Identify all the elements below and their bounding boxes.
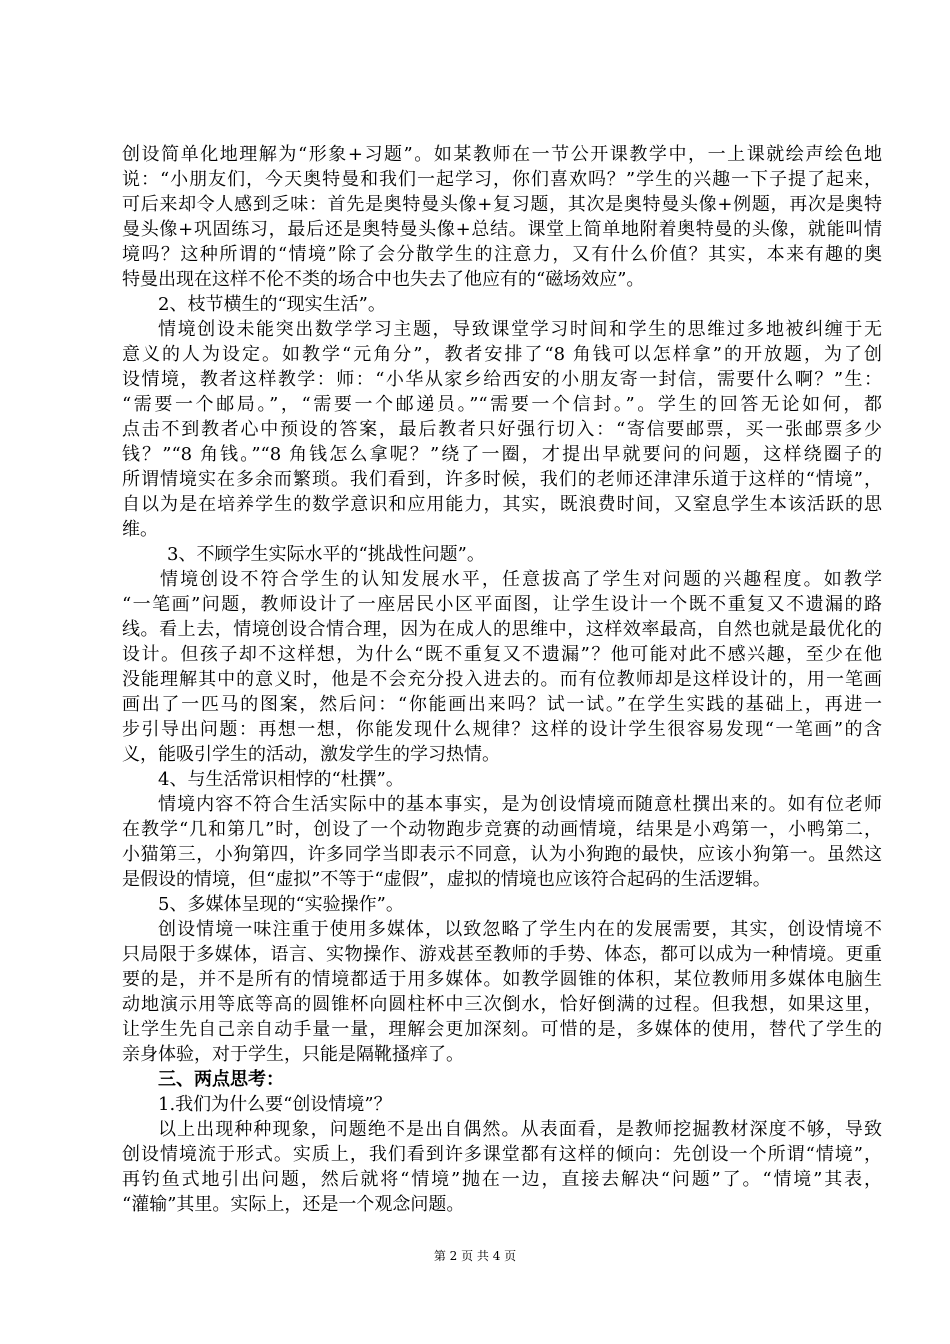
- paragraph-line: 曼头像+巩固练习，最后还是奥特曼头像+总结。课堂上简单地附着奥特曼的头像，就能叫情: [122, 219, 882, 240]
- paragraph-line: 小猫第三，小狗第四，许多同学当即表示不同意，认为小狗跑的最快，应该小狗第一。虽然这: [122, 844, 882, 865]
- paragraph-line: 创设情境一味注重于使用多媒体，以致忽略了学生内在的发展需要，其实，创设情境不: [158, 919, 882, 940]
- paragraph-line: 亲身体验，对于学生，只能是隔靴搔痒了。: [122, 1044, 464, 1065]
- paragraph-line: 是假设的情境，但“虚拟”不等于“虚假”，虚拟的情境也应该符合起码的生活逻辑。: [122, 869, 771, 890]
- paragraph-line: 线。看上去，情境创设合情合理，因为在成人的思维中，这样效率最高，自然也就是最优化的: [122, 619, 882, 640]
- paragraph-line: 义，能吸引学生的活动，激发学生的学习热情。: [122, 744, 500, 765]
- paragraph-line: 创设简单化地理解为“形象+习题”。如某教师在一节公开课教学中，一上课就绘声绘色地: [122, 144, 882, 165]
- paragraph-line: 境吗？这种所谓的“情境”除了会分散学生的注意力，又有什么价值？其实，本来有趣的奥: [122, 244, 882, 265]
- subsection-heading: 1.我们为什么要“创设情境”？: [158, 1094, 392, 1115]
- paragraph-line: 步引导出问题：再想一想，你能发现什么规律？这样的设计学生很容易发现“一笔画”的含: [122, 719, 882, 740]
- paragraph-line: 创设情境流于形式。实质上，我们看到许多课堂都有这样的倾向：先创设一个所谓“情境”，: [122, 1144, 882, 1165]
- paragraph-line: 维。: [122, 519, 158, 540]
- section-heading: 4、与生活常识相悖的“杜撰”。: [158, 769, 404, 790]
- paragraph-line: 没能理解其中的意义时，他是不会充分投入进去的。而有位教师却是这样设计的，用一笔画: [122, 669, 882, 690]
- paragraph-line: 可后来却令人感到乏味：首先是奥特曼头像+复习题，其次是奥特曼头像+例题，再次是奥特: [122, 194, 882, 215]
- paragraph-line: “需要一个邮局。”，“需要一个邮递员。”“需要一个信封。”。学生的回答无论如何，都: [122, 394, 882, 415]
- page-number-footer: 第 2 页 共 4 页: [433, 1249, 517, 1263]
- section-heading: 2、枝节横生的“现实生活”。: [158, 294, 386, 315]
- part-heading: 三、两点思考：: [158, 1069, 284, 1090]
- paragraph-line: 设情境，教者这样教学：师：“小华从家乡给西安的小朋友寄一封信，需要什么啊？”生：: [122, 369, 882, 390]
- paragraph-line: 所谓情境实在多余而繁琐。我们看到，许多时候，我们的老师还津津乐道于这样的“情境”，: [122, 469, 882, 490]
- paragraph-line: 设计。但孩子却不这样想，为什么“既不重复又不遗漏”？他可能对此不感兴趣，至少在他: [122, 644, 882, 665]
- paragraph-line: 只局限于多媒体，语言、实物操作、游戏甚至教师的手势、体态，都可以成为一种情境。更重: [122, 944, 882, 965]
- section-heading: 5、多媒体呈现的“实验操作”。: [158, 894, 404, 915]
- paragraph-line: 情境创设未能突出数学学习主题，导致课堂学习时间和学生的思维过多地被纠缠于无: [158, 319, 882, 340]
- paragraph-line: 意义的人为设定。如教学“元角分”，教者安排了“8 角钱可以怎样拿”的开放题，为了创: [122, 344, 882, 365]
- paragraph-line: 情境创设不符合学生的认知发展水平，任意拔高了学生对问题的兴趣程度。如教学: [160, 569, 882, 590]
- paragraph-line: 特曼出现在这样不伦不类的场合中也失去了他应有的“磁场效应”。: [122, 269, 645, 290]
- paragraph-line: 动地演示用等底等高的圆锥杯向圆柱杯中三次倒水，恰好倒满的过程。但我想，如果这里，: [122, 994, 882, 1015]
- paragraph-line: 点击不到教者心中预设的答案，最后教者只好强行切入：“寄信要邮票，买一张邮票多少: [122, 419, 882, 440]
- paragraph-line: 钱？”“8 角钱。”“8 角钱怎么拿呢？”绕了一圈，才提出早就要问的问题，这样绕圈子的: [122, 444, 882, 465]
- paragraph-line: 在教学“几和第几”时，创设了一个动物跑步竞赛的动画情境，结果是小鸡第一，小鸭第二，: [122, 819, 882, 840]
- paragraph-line: 以上出现种种现象，问题绝不是出自偶然。从表面看，是教师挖掘教材深度不够，导致: [158, 1119, 882, 1140]
- paragraph-line: 要的是，并不是所有的情境都适于用多媒体。如教学圆锥的体积，某位教师用多媒体电脑生: [122, 969, 882, 990]
- paragraph-line: 画出了一匹马的图案，然后问：“你能画出来吗？试一试。”在学生实践的基础上，再进一: [122, 694, 882, 715]
- paragraph-line: 情境内容不符合生活实际中的基本事实，是为创设情境而随意杜撰出来的。如有位老师: [158, 794, 882, 815]
- paragraph-line: 再钓鱼式地引出问题，然后就将“情境”抛在一边，直接去解决“问题”了。“情境”其表，: [122, 1169, 882, 1190]
- paragraph-line: 让学生先自己亲自动手量一量，理解会更加深刻。可惜的是，多媒体的使用，替代了学生的: [122, 1019, 882, 1040]
- paragraph-line: “一笔画”问题，教师设计了一座居民小区平面图，让学生设计一个既不重复又不遗漏的路: [122, 594, 882, 615]
- paragraph-line: 自以为是在培养学生的数学意识和应用能力，其实，既浪费时间，又窒息学生本该活跃的思: [122, 494, 882, 515]
- paragraph-line: 说：“小朋友们，今天奥特曼和我们一起学习，你们喜欢吗？”学生的兴趣一下子提了起来，: [122, 169, 882, 190]
- document-body: [122, 142, 882, 1217]
- paragraph-line: “灌输”其里。实际上，还是一个观念问题。: [122, 1194, 465, 1215]
- section-heading: 3、不顾学生实际水平的“挑战性问题”。: [167, 544, 485, 565]
